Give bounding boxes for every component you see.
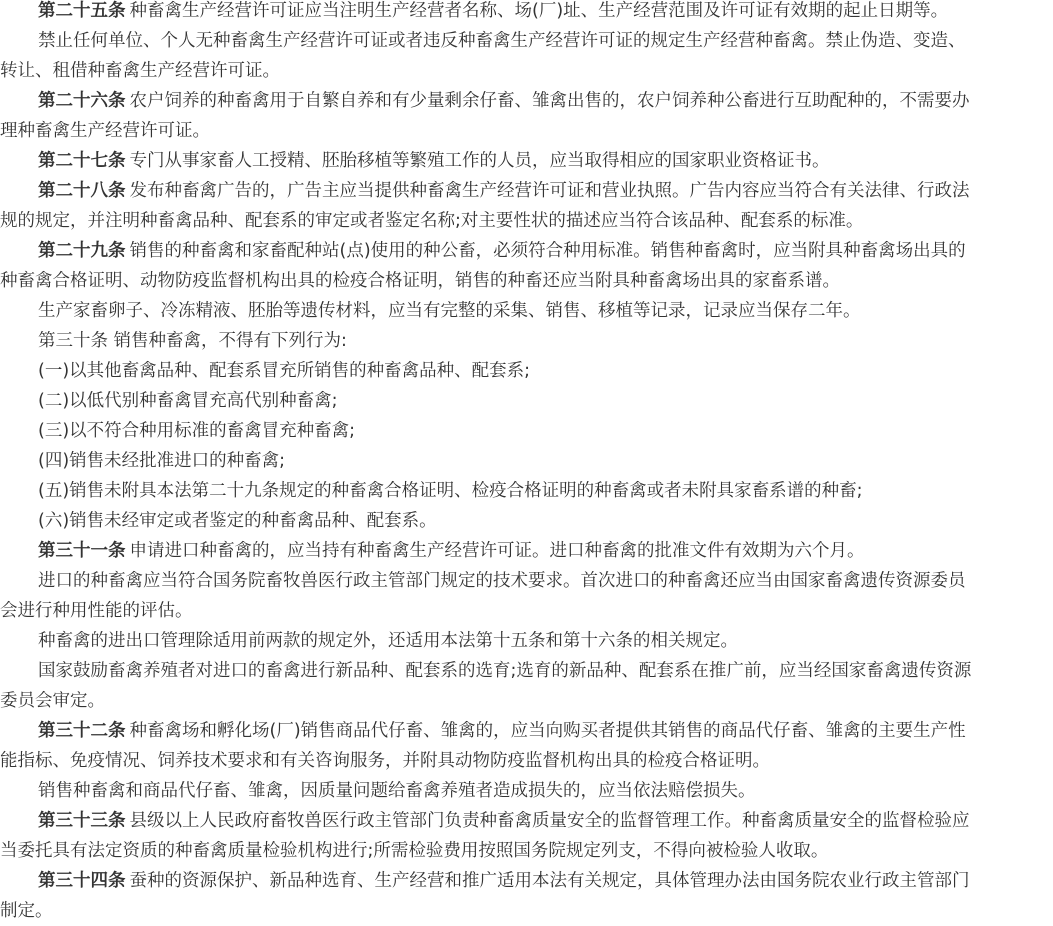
text-line	[0, 836, 1053, 866]
line-text: 县级以上人民政府畜牧兽医行政主管部门负责种畜禽质量安全的监督管理工作。种畜禽质量安全的监督检验应	[129, 811, 970, 831]
text-line	[0, 896, 1053, 926]
text-line	[0, 446, 1053, 476]
line-text: 种畜禽的进出口管理除适用前两款的规定外，还适用本法第十五条和第十六条的相关规定。	[38, 631, 738, 651]
line-text: (一)以其他畜禽品种、配套系冒充所销售的种畜禽品种、配套系;	[38, 361, 531, 381]
text-line	[0, 236, 1053, 266]
line-text: 转让、租借种畜禽生产经营许可证。	[0, 61, 280, 81]
text-line	[0, 56, 1053, 86]
line-text: (六)销售未经审定或者鉴定的种畜禽品种、配套系。	[38, 511, 437, 531]
text-line	[0, 116, 1053, 146]
line-text: 申请进口种畜禽的，应当持有种畜禽生产经营许可证。进口种畜禽的批准文件有效期为六个月。	[129, 541, 865, 561]
line-text: 发布种畜禽广告的，广告主应当提供种畜禽生产经营许可证和营业执照。广告内容应当符合有关法律、行政法	[129, 181, 970, 201]
article-number: 第二十八条	[38, 181, 126, 201]
text-line	[0, 386, 1053, 416]
text-line	[0, 536, 1053, 566]
text-line	[0, 326, 1053, 356]
article-number: 第二十九条	[38, 241, 126, 261]
text-line	[0, 416, 1053, 446]
line-text: 禁止任何单位、个人无种畜禽生产经营许可证或者违反种畜禽生产经营许可证的规定生产经营种畜禽。禁止伪造、变造、	[38, 31, 966, 51]
line-text: 种畜禽场和孵化场(厂)销售商品代仔畜、雏禽的，应当向购买者提供其销售的商品代仔畜、雏禽的主要生产性	[129, 721, 966, 741]
text-line	[0, 596, 1053, 626]
article-number: 第二十六条	[38, 91, 126, 111]
line-text: 销售种畜禽和商品代仔畜、雏禽，因质量问题给畜禽养殖者造成损失的，应当依法赔偿损失。	[38, 781, 756, 801]
text-line	[0, 296, 1053, 326]
text-line	[0, 86, 1053, 116]
line-text: (五)销售未附具本法第二十九条规定的种畜禽合格证明、检疫合格证明的种畜禽或者未附具家畜系谱的种畜;	[38, 481, 863, 501]
line-text: 进口的种畜禽应当符合国务院畜牧兽医行政主管部门规定的技术要求。首次进口的种畜禽还应当由国家畜禽遗传资源委员	[38, 571, 966, 591]
line-text: 销售的种畜禽和家畜配种站(点)使用的种公畜，必须符合种用标准。销售种畜禽时，应当附具种畜禽场出具的	[129, 241, 966, 261]
line-text: (四)销售未经批准进口的种畜禽;	[38, 451, 286, 471]
text-line	[0, 26, 1053, 56]
article-number: 第二十五条	[38, 1, 126, 21]
line-text: 种畜禽合格证明、动物防疫监督机构出具的检疫合格证明，销售的种畜还应当附具种畜禽场出具的家畜系谱。	[0, 271, 840, 291]
line-text: 规的规定，并注明种畜禽品种、配套系的审定或者鉴定名称;对主要性状的描述应当符合该品种、配套系的标准。	[0, 211, 864, 231]
line-text: 农户饲养的种畜禽用于自繁自养和有少量剩余仔畜、雏禽出售的，农户饲养种公畜进行互助配种的，不需要办	[129, 91, 970, 111]
text-line	[0, 266, 1053, 296]
article-number: 第三十四条	[38, 871, 126, 891]
text-line	[0, 566, 1053, 596]
article-number: 第三十二条	[38, 721, 126, 741]
text-line	[0, 206, 1053, 236]
line-text: 能指标、免疫情况、饲养技术要求和有关咨询服务，并附具动物防疫监督机构出具的检疫合格证明。	[0, 751, 770, 771]
text-line	[0, 506, 1053, 536]
line-text: (二)以低代别种畜禽冒充高代别种畜禽;	[38, 391, 338, 411]
text-line	[0, 866, 1053, 896]
line-text: 制定。	[0, 901, 53, 921]
line-text: 生产家畜卵子、冷冻精液、胚胎等遗传材料，应当有完整的采集、销售、移植等记录，记录应当保存二年。	[38, 301, 861, 321]
text-line	[0, 626, 1053, 656]
text-line	[0, 806, 1053, 836]
text-line	[0, 686, 1053, 716]
line-text: 会进行种用性能的评估。	[0, 601, 193, 621]
line-text: 委员会审定。	[0, 691, 105, 711]
line-text: (三)以不符合种用标准的畜禽冒充种畜禽;	[38, 421, 356, 441]
line-text: 当委托具有法定资质的种畜禽质量检验机构进行;所需检验费用按照国务院规定列支，不得向被检验人收取。	[0, 841, 829, 861]
line-text: 国家鼓励畜禽养殖者对进口的畜禽进行新品种、配套系的选育;选育的新品种、配套系在推广前，应当经国家畜禽遗传资源	[38, 661, 972, 681]
text-line	[0, 146, 1053, 176]
article-number: 第二十七条	[38, 151, 126, 171]
text-line	[0, 0, 1053, 26]
line-text: 蚕种的资源保护、新品种选育、生产经营和推广适用本法有关规定，具体管理办法由国务院农业行政主管部门	[129, 871, 970, 891]
line-text: 理种畜禽生产经营许可证。	[0, 121, 210, 141]
article-number: 第三十三条	[38, 811, 126, 831]
line-text: 专门从事家畜人工授精、胚胎移植等繁殖工作的人员，应当取得相应的国家职业资格证书。	[129, 151, 830, 171]
text-line	[0, 476, 1053, 506]
article-number: 第三十一条	[38, 541, 126, 561]
text-line	[0, 746, 1053, 776]
line-text: 第三十条 销售种畜禽，不得有下列行为:	[38, 331, 347, 351]
line-text: 种畜禽生产经营许可证应当注明生产经营者名称、场(厂)址、生产经营范围及许可证有效期的起止日期等。	[129, 1, 949, 21]
text-line	[0, 656, 1053, 686]
text-line	[0, 776, 1053, 806]
text-line	[0, 356, 1053, 386]
text-line	[0, 176, 1053, 206]
text-line	[0, 716, 1053, 746]
